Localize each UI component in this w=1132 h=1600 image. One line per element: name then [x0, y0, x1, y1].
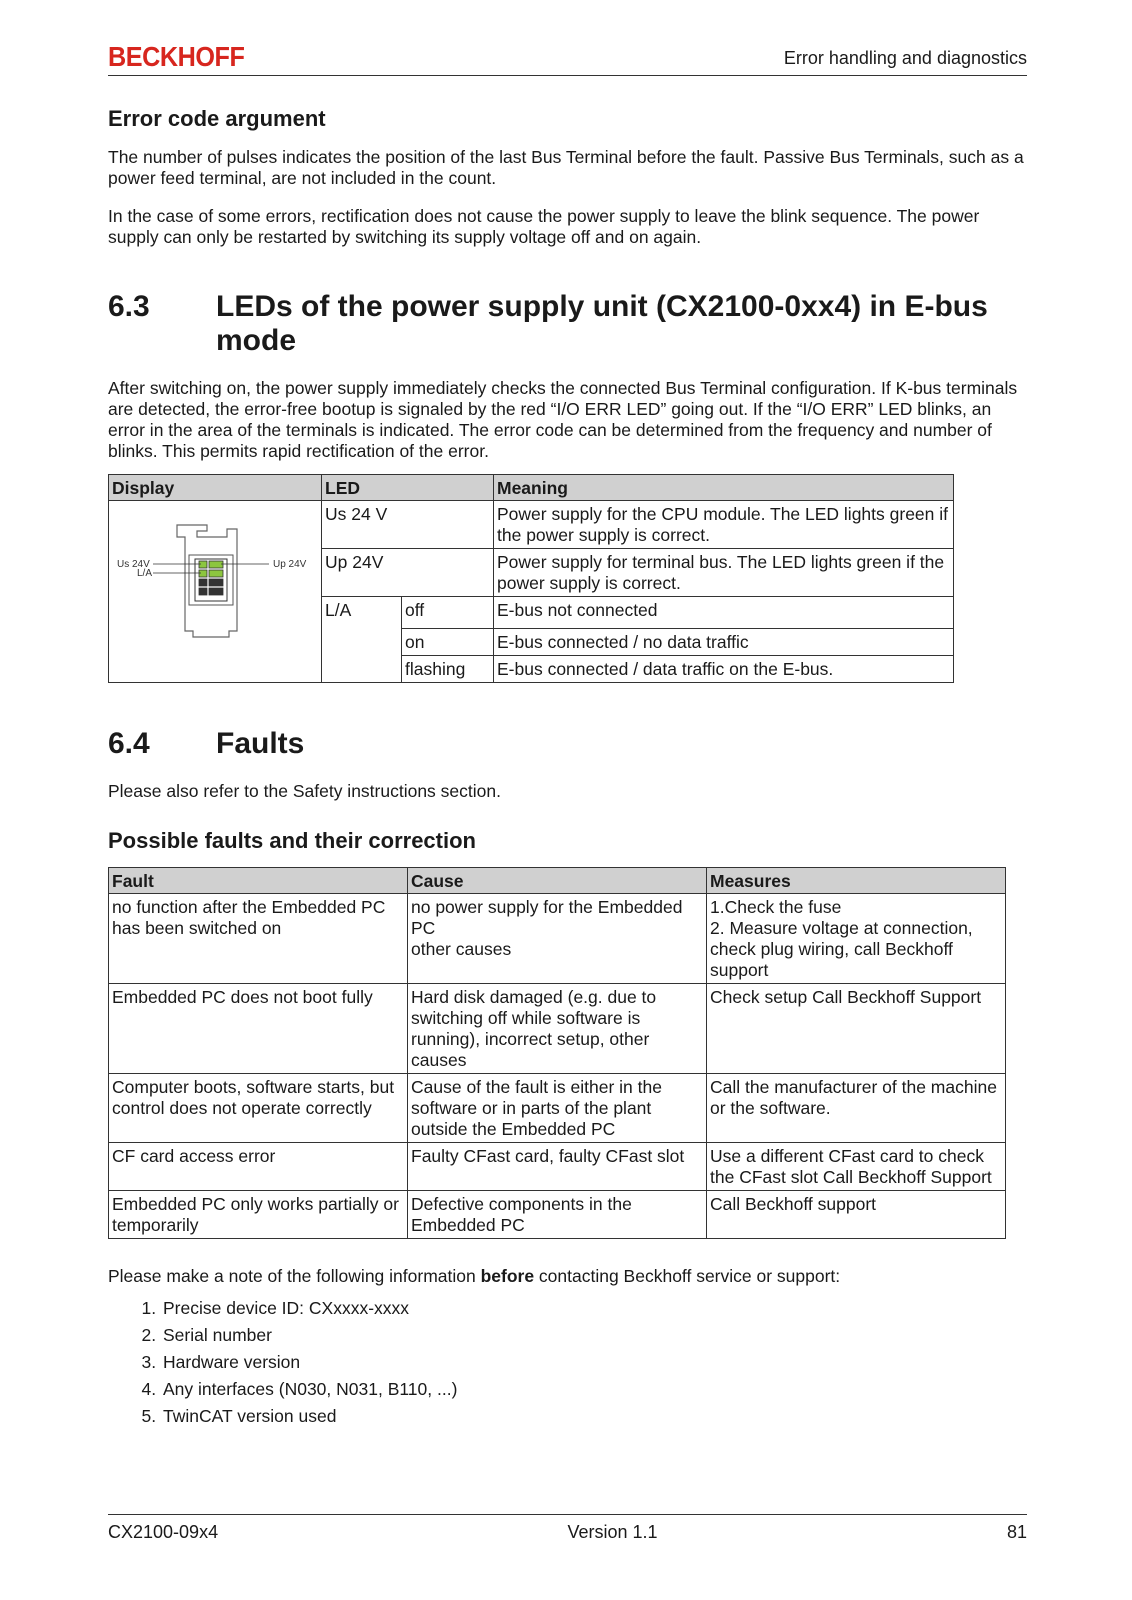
cause-cell	[408, 1191, 707, 1239]
diagram-label-la: L/A	[137, 568, 153, 579]
diagram-label-up24: Up 24V	[273, 559, 307, 570]
cause-line: no power supply for the Embedded PC	[411, 897, 683, 938]
fault-row	[109, 894, 1006, 984]
fault-row	[109, 1191, 1006, 1239]
section-number: 6.3	[108, 290, 150, 323]
section-title: Faults	[216, 727, 305, 760]
faults-table	[108, 867, 1006, 1239]
led-state: on	[402, 629, 494, 656]
cause-cell	[408, 894, 707, 984]
measures-cell	[707, 894, 1006, 984]
running-header: Error handling and diagnostics	[783, 48, 1027, 68]
list-item: 1. Precise device ID: CXxxxx-xxxx	[161, 1295, 1027, 1322]
contact-note-start: Please make a note of the following information	[108, 1266, 481, 1286]
faults-subheading: Possible faults and their correction	[108, 828, 476, 853]
contact-note-emphasis: before	[480, 1266, 535, 1286]
fault-cell: CF card access error	[109, 1143, 408, 1191]
led-table	[108, 474, 954, 683]
fault-row	[109, 984, 1006, 1074]
faults-table-body	[109, 894, 1006, 1239]
led-meaning: E-bus connected / data traffic on the E-bus.	[494, 656, 954, 683]
cause-line: Cause of the fault is either in the software or in parts of the plant outside the Embedded PC	[411, 1077, 662, 1139]
fault-cell: no function after the Embedded PC has been switched on	[109, 894, 408, 984]
led-name: Us 24 V	[322, 501, 494, 549]
led-state: off	[402, 597, 494, 629]
section-6-4-paragraph: Please also refer to the Safety instructions section.	[108, 781, 501, 801]
cause-cell	[408, 984, 707, 1074]
section-6-4-heading	[108, 727, 1027, 761]
fault-row	[109, 1143, 1006, 1191]
led-row-us24	[109, 501, 954, 549]
list-item: 3. Hardware version	[161, 1349, 1027, 1376]
led-meaning: Power supply for the CPU module. The LED lights green if the power supply is correct.	[494, 501, 954, 549]
led-name: Up 24V	[322, 549, 494, 597]
cause-line: Faulty CFast card, faulty CFast slot	[411, 1146, 685, 1166]
header-cause: Cause	[408, 868, 707, 894]
faults-table-header	[109, 868, 1006, 894]
fault-cell: Embedded PC only works partially or temporarily	[109, 1191, 408, 1239]
header-fault: Fault	[109, 868, 408, 894]
header-display: Display	[109, 475, 322, 501]
footer-version: Version 1.1	[567, 1522, 658, 1542]
section-number: 6.4	[108, 727, 150, 760]
section-6-3-heading	[108, 290, 1027, 358]
measures-line: Call Beckhoff support	[710, 1194, 877, 1214]
page-content	[108, 105, 1027, 1430]
measures-cell	[707, 1074, 1006, 1143]
header-meaning: Meaning	[494, 475, 954, 501]
footer-divider	[108, 1514, 1027, 1515]
fault-cell: Embedded PC does not boot fully	[109, 984, 408, 1074]
section-title: LEDs of the power supply unit (CX2100-0xx4) in E-bus mode	[216, 290, 988, 357]
measures-line: Check setup Call Beckhoff Support	[710, 987, 982, 1007]
footer-document-id: CX2100-09x4	[108, 1522, 219, 1542]
cause-line: other causes	[411, 939, 512, 959]
cause-line: Defective components in the Embedded PC	[411, 1194, 632, 1235]
error-code-paragraph-2: In the case of some errors, rectification does not cause the power supply to leave the blink sequence. The power supply can only be restarted by switching its supply voltage off and on again.	[108, 206, 980, 247]
error-code-heading: Error code argument	[108, 106, 326, 131]
measures-cell	[707, 1143, 1006, 1191]
power-supply-led-diagram	[109, 501, 321, 677]
fault-cell: Computer boots, software starts, but control does not operate correctly	[109, 1074, 408, 1143]
led-state: flashing	[402, 656, 494, 683]
header-led: LED	[322, 475, 494, 501]
brand-logo: BECKHOFF	[108, 41, 245, 72]
led-diagram-cell	[109, 501, 322, 683]
measures-line: Use a different CFast card to check the CFast slot Call Beckhoff Support	[710, 1146, 992, 1187]
led-table-header	[109, 475, 954, 501]
measures-cell	[707, 984, 1006, 1074]
measures-line: 1.Check the fuse	[710, 897, 842, 917]
led-name-la: L/A	[322, 597, 402, 683]
measures-line: 2. Measure voltage at connection, check plug wiring, call Beckhoff support	[710, 918, 973, 980]
required-info-list	[108, 1295, 1027, 1430]
cause-cell	[408, 1143, 707, 1191]
page-footer	[108, 1522, 1027, 1543]
error-code-paragraph-1: The number of pulses indicates the position of the last Bus Terminal before the fault. Passive Bus Terminals, such as a power feed terminal, are not included in the count.	[108, 147, 1024, 188]
measures-cell	[707, 1191, 1006, 1239]
fault-row	[109, 1074, 1006, 1143]
contact-note	[108, 1266, 1027, 1287]
list-item: 4. Any interfaces (N030, N031, B110, ...)	[161, 1376, 1027, 1403]
header-measures: Measures	[707, 868, 1006, 894]
cause-cell	[408, 1074, 707, 1143]
led-meaning: E-bus connected / no data traffic	[494, 629, 954, 656]
led-meaning: E-bus not connected	[494, 597, 954, 629]
footer-page-number: 81	[1006, 1522, 1027, 1542]
cause-line: Hard disk damaged (e.g. due to switching off while software is running), incorrect setup, other causes	[411, 987, 657, 1070]
list-item: 5. TwinCAT version used	[161, 1403, 1027, 1430]
diagram-label-us24: Us 24V	[117, 559, 150, 570]
led-meaning: Power supply for terminal bus. The LED lights green if the power supply is correct.	[494, 549, 954, 597]
contact-note-end: contacting Beckhoff service or support:	[534, 1266, 841, 1286]
header-divider	[108, 75, 1027, 76]
list-item: 2. Serial number	[161, 1322, 1027, 1349]
measures-line: Call the manufacturer of the machine or the software.	[710, 1077, 997, 1118]
section-6-3-paragraph: After switching on, the power supply immediately checks the connected Bus Terminal configuration. If K-bus terminals are detected, the error-free bootup is signaled by the red “I/O ERR LED” going out. If the “I/O ERR” LED blinks, an error in the area of the terminals is indicated. The error code can be determined from the frequency and number of blinks. This permits rapid rectification of the error.	[108, 378, 1018, 461]
